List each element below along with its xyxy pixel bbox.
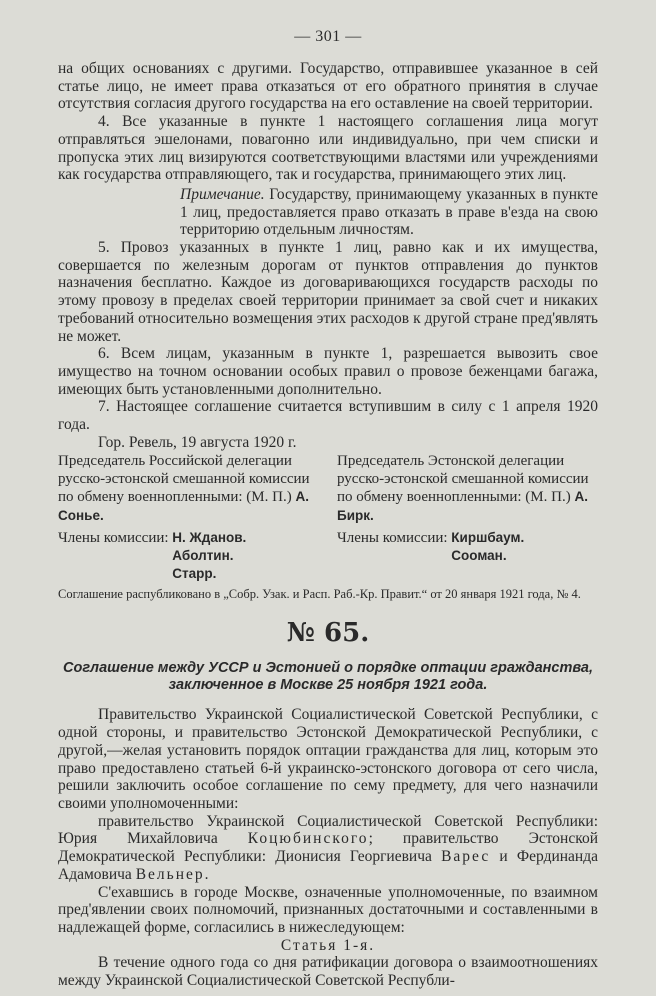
page-number: — 301 — xyxy=(294,28,362,45)
members-right-list xyxy=(451,529,524,565)
paragraph-preamble: Правительство Украинской Социалистической Советской Республики, с одной стороны, и правительство Эстонской Демократической Республики, с другой,—желая установить порядок оптации гражданства для лиц, которым это право предоставлено статьей 6-й украинско-эстонского договора от сего числа, решили заключить особое соглашение по сему предмету, для чего назначили своими уполномоченными: xyxy=(58,706,598,812)
members-right xyxy=(319,529,598,583)
signature-right-name: А. Бирк. xyxy=(337,489,588,523)
member-name: Н. Жданов. xyxy=(172,530,247,546)
members-left-list xyxy=(172,529,246,583)
members-label-left: Члены комиссии: xyxy=(58,530,169,547)
note-text: Государству, принимающему указанных в пункте 1 лиц, предоставляется право отказать в праве в'езда на свою территорию отдельным личностям. xyxy=(180,185,598,239)
document-number: № 65. xyxy=(286,618,370,649)
text-span: правительство Украинской Социалистической Советской Республики: Юрия Михайловича xyxy=(58,812,598,848)
text-span: . xyxy=(204,865,209,883)
signature-right xyxy=(319,453,598,525)
paragraph-point-6: 6. Всем лицам, указанным в пункте 1, разрешается вывозить свое имущество на точном основании особых правил о провозе беженцами багажа, имеющих быть установленными дополнительно. xyxy=(58,345,598,398)
signatures xyxy=(58,453,598,525)
paragraph-meeting: С'ехавшись в городе Москве, означенные уполномоченные, по взаимном пред'явлении своих полномочий, признанных достаточными и составленными в надлежащей форме, согласились в нижеследующем: xyxy=(58,883,598,936)
signature-left-name: А. Сонье. xyxy=(58,489,309,523)
member-name: Аболтин. xyxy=(172,548,234,564)
paragraph-point-4: 4. Все указанные в пункте 1 настоящего соглашения лица могут отправляться эшелонами, повагонно или индивидуально, при чем списки и пропуска этих лиц визируются соответствующими властями или учреждениями как государства отправляющего, так и государства, принимающего этих лиц. xyxy=(58,113,598,184)
paragraph-plenipotentiaries xyxy=(58,813,598,884)
note-label: Примечание. xyxy=(180,185,265,203)
note-paragraph xyxy=(180,186,598,239)
agreement-heading: Соглашение между УССР и Эстонией о порядке оптации гражданства, заключенное в Москве 25 ноября 1921 года. xyxy=(62,660,594,694)
commission-members xyxy=(58,529,598,583)
paragraph-point-7: 7. Настоящее соглашение считается вступившим в силу с 1 апреля 1920 года. xyxy=(58,398,598,434)
text-span: и Фердинанда Адамовича xyxy=(58,848,598,883)
members-label-right: Члены комиссии: xyxy=(337,530,448,547)
name-kotsyubinsky: Коцюбинского xyxy=(247,830,369,848)
member-name: Сооман. xyxy=(451,548,507,564)
member-name: Киршбаум. xyxy=(451,530,525,546)
publication-footnote: Соглашение распубликовано в „Собр. Узак. и Расп. Раб.-Кр. Правит.“ от 20 января 1921 года, № 4. xyxy=(58,587,581,602)
name-velner: Вельнер xyxy=(135,865,205,883)
text-span: ; правительство Эстонской Демократической Республики: Дионисия Георгиевича xyxy=(58,830,598,866)
paragraph-article-1: В течение одного года со дня ратификации договора о взаимоотношениях между Украинской Социалистической Советской Республи- xyxy=(58,954,598,990)
member-name: Старр. xyxy=(172,566,217,582)
signature-right-text: Председатель Эстонской делегации русско-эстонской смешанной комиссии по обмену военнопленными: (М. П.) xyxy=(337,453,589,506)
article-title: Статья 1-я. xyxy=(280,936,376,954)
place-date: Гор. Ревель, 19 августа 1920 г. xyxy=(98,433,297,451)
signature-left-text: Председатель Российской делегации русско-эстонской смешанной комиссии по обмену военнопленными: (М. П.) xyxy=(58,453,310,506)
name-vares: Варес xyxy=(441,848,491,866)
members-left xyxy=(58,529,319,583)
signature-left xyxy=(58,453,319,525)
paragraph-point-5: 5. Провоз указанных в пункте 1 лиц, равно как и их имущества, совершается по железным дорогам от пунктов отправления до пунктов назначения бесплатно. Каждое из договаривающихся государств расходы по этому провозу в пределах своей территории принимает за свой счет и никаких требований относительно возмещения этих расходов к другой стране пред'являть не может. xyxy=(58,239,598,345)
paragraph-continuation: на общих основаниях с другими. Государство, отправившее указанное в сей статье лицо, не имеет права отказаться от его обратного принятия в случае отсутствия согласия другого государства на его оставление на своей территории. xyxy=(58,60,598,113)
